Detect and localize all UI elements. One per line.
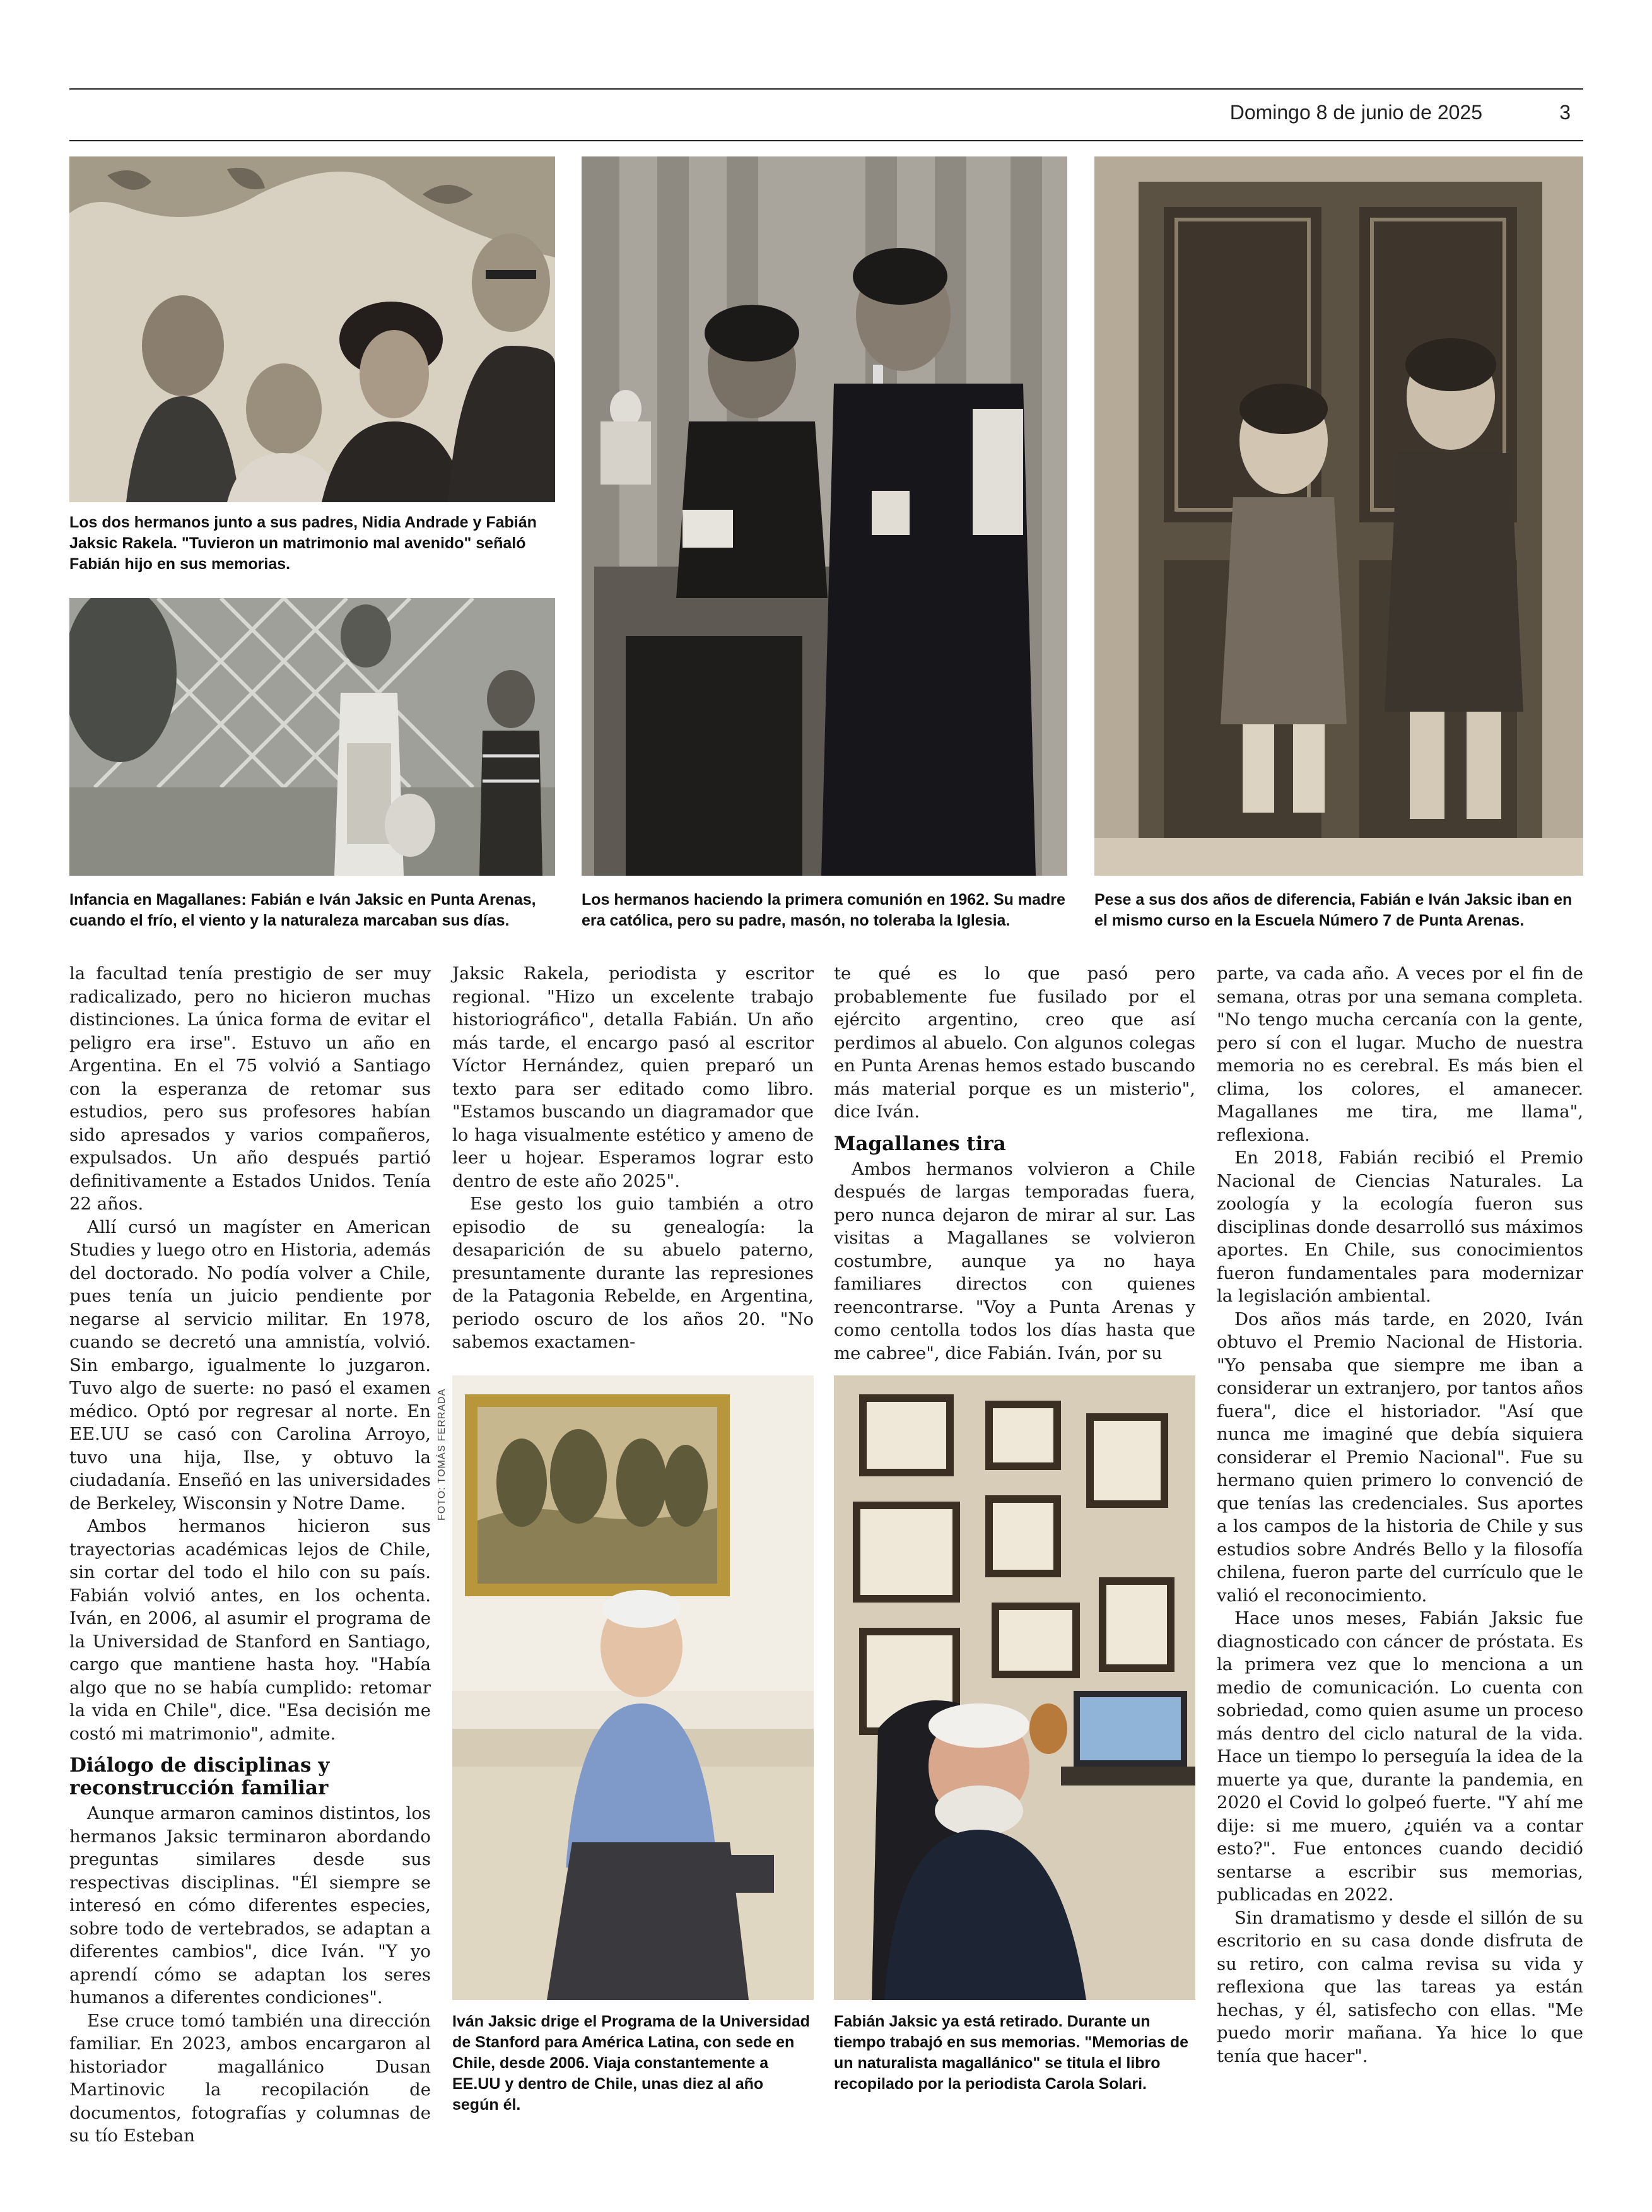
col2-paragraph-2: Ese gesto los guio también a otro episodio de su genealogía: la desaparición de su abuelo paterno, presuntamente durante las represiones de la Patagonia Rebelde, en Argentina, periodo oscuro de los años 20. "No sabemos exactamen- <box>452 1194 814 1352</box>
section-heading-magallanes: Magallanes tira <box>834 1132 1006 1155</box>
header-top-rule <box>69 88 1583 90</box>
col4-paragraph-2: En 2018, Fabián recibió el Premio Nacional de Ciencias Naturales. La zoología y la ecología fueron sus disciplinas donde desarrolló sus máximos aportes. En Chile, sus conocimientos fueron fundamentales para modernizar la legislación ambiental. <box>1217 1148 1583 1306</box>
caption-family-photo: Los dos hermanos junto a sus padres, Nidia Andrade y Fabián Jaksic Rakela. "Tuvieron un matrimonio mal avenido" señaló Fabián hijo en sus memorias. <box>69 514 537 573</box>
col2-paragraph-1: Jaksic Rakela, periodista y escritor regional. "Hizo un excelente trabajo historiográfico", detalla Fabián. Un año más tarde, el encargo pasó al escritor Víctor Hernández, quien preparó un texto para ser editado como libro. "Estamos buscando un diagramador que lo haga visualmente estético y ameno de leer u hojear. Esperamos lograr esto dentro de este año 2025". <box>452 963 814 1191</box>
caption-communion-photo: Los hermanos haciendo la primera comunión en 1962. Su madre era católica, pero su padre, masón, no toleraba la Iglesia. <box>582 891 1065 929</box>
ivan-sofa-photo <box>452 1375 814 2000</box>
article-column-2 <box>452 962 814 1354</box>
col3-paragraph-2: Ambos hermanos volvieron a Chile después de largas temporadas fuera, pero nunca dejaron de mirar al sur. Las visitas a Magallanes se volvieron costumbre, aunque ya no haya familiares directos con quienes reencontrarse. "Voy a Punta Arenas y como centolla todos los días hasta que me cabree", dice Fabián. Iván, por su <box>834 1158 1195 1363</box>
col4-paragraph-1: parte, va cada año. A veces por el fin de semana, otras por una semana completa. "No tengo mucha cercanía con la gente, pero sí con el lugar. Mucho de nuestra memoria no es cerebral. Es más bien el clima, los colores, el amanecer. Magallanes me tira, me llama", reflexiona. <box>1217 963 1583 1145</box>
photo-credit: FOTO: TOMÁS FERRADA <box>436 1388 447 1521</box>
article-column-3 <box>834 962 1195 1365</box>
article-column-1 <box>69 962 431 2148</box>
article-column-4 <box>1217 962 1583 2068</box>
col1-paragraph-1: la facultad tenía prestigio de ser muy radicalizado, pero no hicieron muchas distinciones. La única forma de evitar el peligro era irse". Estuvo un año en Argentina. En el 75 volvió a Santiago con la esperanza de retomar sus estudios, pero sus profesores habían sido apresados y varios compañeros, expulsados. Un año después partió definitivamente a Estados Unidos. Tenía 22 años. <box>69 963 431 1214</box>
header-date: Domingo 8 de junio de 2025 <box>1229 101 1482 124</box>
page-number: 3 <box>1559 101 1571 124</box>
col4-paragraph-5: Sin dramatismo y desde el sillón de su escritorio en su casa donde disfruta de su retiro, con calma revisa su vida y reflexiona que las tareas ya están hechas, y él, satisfecho con ellas. "Me puedo morir mañana. Ya hice lo que tenía que hacer". <box>1217 1907 1583 2066</box>
children-outdoors-photo <box>69 598 555 876</box>
family-portrait-photo <box>69 156 555 502</box>
caption-childhood-photo: Infancia en Magallanes: Fabián e Iván Jaksic en Punta Arenas, cuando el frío, el viento y la naturaleza marcaban sus días. <box>69 891 536 929</box>
col4-paragraph-4: Hace unos meses, Fabián Jaksic fue diagnosticado con cáncer de próstata. Es la primera vez que lo menciona a un medio de comunicación. Lo cuenta con sobriedad, como quien asume un proceso más dentro del ciclo natural de la vida. Hace un tiempo lo perseguía la idea de la muerte ya que, durante la pandemia, en 2020 el Covid lo golpeó fuerte. "Y ahí me dije: si me muero, ¿quién va a contar esto?". Fue entonces cuando decidió sentarse a escribir sus memorias, publicadas en 2022. <box>1217 1608 1583 1905</box>
header-bottom-rule <box>69 140 1583 141</box>
col1-paragraph-3: Ambos hermanos hicieron sus trayectorias académicas lejos de Chile, sin cortar del todo el hilo con su país. Fabián volvió antes, en los ochenta. Iván, en 2006, al asumir el programa de la Universidad de Stanford en Santiago, cargo que mantiene hasta hoy. "Había algo que no se había cumplido: retomar la vida en Chile", dice. "Esa decisión me costó mi matrimonio", admite. <box>69 1516 431 1744</box>
col1-paragraph-2: Allí cursó un magíster en American Studies y luego otro en Historia, además del doctorado. No podía volver a Chile, pues tenía un juicio pendiente por negarse al servicio militar. En 1978, cuando se decretó una amnistía, volvió. Sin embargo, igualmente lo juzgaron. Tuvo algo de suerte: no pasó el examen médico. Optó por regresar al norte. En EE.UU se casó con Carolina Arroyo, tuvo una hija, Ilse, y obtuvo la ciudadanía. Enseñó en las universidades de Berkeley, Wisconsin y Notre Dame. <box>69 1216 431 1514</box>
fabian-office-photo <box>834 1375 1195 2000</box>
caption-school-photo: Pese a sus dos años de diferencia, Fabián e Iván Jaksic iban en el mismo curso en la Escuela Número 7 de Punta Arenas. <box>1094 891 1573 929</box>
col3-paragraph-1: te qué es lo que pasó pero probablemente fue fusilado por el ejército argentino, creo que así perdimos al abuelo. Con algunos colegas en Punta Arenas hemos estado buscando más material porque es un misterio", dice Iván. <box>834 963 1195 1122</box>
col1-paragraph-4: Aunque armaron caminos distintos, los hermanos Jaksic terminaron abordando preguntas similares desde sus respectivas disciplinas. "Él siempre se interesó en cómo diferentes especies, sobre todo de vertebrados, se adaptan a diferentes cambios", dice Iván. "Y yo aprendí cómo se adaptan los seres humanos a diferentes condiciones". <box>69 1803 431 2008</box>
col4-paragraph-3: Dos años más tarde, en 2020, Iván obtuvo el Premio Nacional de Historia. "Yo pensaba que siempre me iban a considerar un extranjero, por tantos años fuera", dice el historiador. "Así que nunca me imaginé que debía siquiera considerar el Premio Nacional". Fue su hermano quien primero lo convenció de que tenías las credenciales. Sus aportes a los campos de la historia de Chile y sus estudios sobre Andrés Bello y la filosofía chilena, fueron parte del currículo que le valió el reconocimiento. <box>1217 1309 1583 1606</box>
section-heading-dialogo: Diálogo de disciplinas y reconstrucción familiar <box>69 1754 330 1799</box>
caption-ivan-photo: Iván Jaksic drige el Programa de la Universidad de Stanford para América Latina, con sede en Chile, desde 2006. Viaja constantemente a EE.UU y dentro de Chile, unas diez al año según él. <box>452 2013 810 2114</box>
caption-fabian-photo: Fabián Jaksic ya está retirado. Durante un tiempo trabajó en sus memorias. "Memorias de un naturalista magallánico" se titula el libro recopilado por la periodista Carola Solari. <box>834 2013 1189 2093</box>
first-communion-photo <box>582 156 1067 876</box>
col1-paragraph-5: Ese cruce tomó también una dirección familiar. En 2023, ambos encargaron al historiador magallánico Dusan Martinovic la recopilación de documentos, fotografías y columnas de su tío Esteban <box>69 2010 431 2146</box>
brothers-doorway-photo <box>1094 156 1583 876</box>
